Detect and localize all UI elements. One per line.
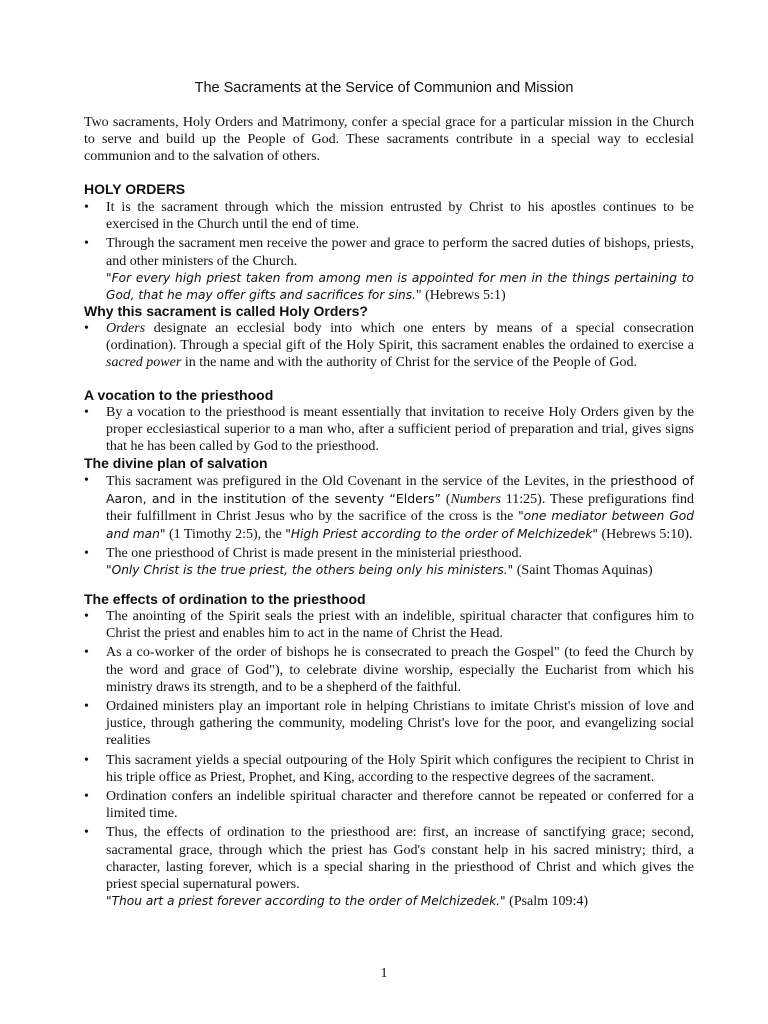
emphasis-orders: Orders bbox=[106, 321, 146, 336]
bullet-icon: • bbox=[84, 699, 89, 715]
bullet-icon: • bbox=[84, 789, 89, 805]
heading-divine-plan: The divine plan of salvation bbox=[84, 455, 268, 471]
bullet-icon: • bbox=[84, 545, 89, 561]
text-segment: designate an ecclesial body into which one enters by means of a special consecration (ordination). Through a special gift of the Holy Spirit, this sacrament enables the ordained to exercise a bbox=[106, 321, 694, 354]
quote-reference: (Saint Thomas Aquinas) bbox=[513, 563, 653, 579]
list-item-text: The anointing of the Spirit seals the priest with an indelible, spiritual character that configures him to Christ the priest and enables him to act in the name of Christ the Head. bbox=[106, 609, 694, 642]
bullet-icon: • bbox=[84, 200, 89, 215]
inline-quote: "High Priest according to the order of Melchizedek" bbox=[285, 526, 599, 541]
scripture-quote bbox=[106, 270, 694, 304]
bullet-icon: • bbox=[84, 321, 89, 336]
list-item-text: Thus, the effects of ordination to the priesthood are: first, an increase of sanctifying grace; second, sacramental grace, through which the priest has God's constant help in his sacred ministry; third, a character, lasting forever, which is a special sharing in the priesthood of Christ and which gives the priest special supernatural powers. bbox=[106, 825, 694, 893]
emphasis-sacred-power: sacred power bbox=[106, 355, 182, 371]
bullet-icon: • bbox=[84, 825, 89, 841]
divine-plan-list bbox=[84, 472, 694, 581]
text-segment: This sacrament was prefigured in the Old Covenant in the service of the Levites, in the bbox=[106, 474, 611, 489]
quote-reference: (Psalm 109:4) bbox=[505, 894, 589, 910]
text-segment: priesthood of Aaron, and in the institution of the seventy “Elders” bbox=[106, 473, 694, 507]
inline-quote: "one mediator between God and man" bbox=[106, 509, 694, 541]
list-item-text: Ordained ministers play an important role in helping Christians to imitate Christ's mission of love and justice, through gathering the community, modeling Christ's love for the poor, and evangelizing social realities bbox=[106, 699, 694, 749]
list-item bbox=[84, 698, 694, 750]
list-item bbox=[84, 824, 694, 910]
intro-paragraph: Two sacraments, Holy Orders and Matrimony, confer a special grace for a particular mission in the Church to serve and build up the People of God. These sacraments contribute in a special way to ecclesial communion and to the salvation of others. bbox=[84, 115, 694, 165]
list-item bbox=[84, 752, 694, 786]
list-item-text: Through the sacrament men receive the power and grace to perform the sacred duties of bishops, priests, and other ministers of the Church. bbox=[106, 236, 694, 269]
list-item bbox=[84, 608, 694, 642]
heading-holy-orders: HOLY ORDERS bbox=[84, 181, 186, 197]
heading-effects: The effects of ordination to the priesthood bbox=[84, 591, 366, 607]
holy-orders-list bbox=[84, 199, 694, 306]
quote-reference: " (Hebrews 5:1) bbox=[415, 288, 506, 304]
list-item-text: As a co-worker of the order of bishops he is consecrated to preach the Gospel" (to feed the Church by the word and grace of God"), to celebrate divine worship, especially the Eucharist from which his ministry draws its strength, and to be a shepherd of the faithful. bbox=[106, 645, 694, 695]
list-item-text: Ordination confers an indelible spiritual character and therefore cannot be repeated or conferred for a limited time. bbox=[106, 789, 694, 822]
quote-text: "Only Christ is the true priest, the others being only his ministers." bbox=[106, 563, 514, 578]
bullet-icon: • bbox=[84, 752, 89, 768]
list-item bbox=[84, 235, 694, 304]
list-item bbox=[84, 472, 694, 543]
list-item bbox=[84, 644, 694, 696]
text-segment: 11:25). These prefigurations find their fulfillment in Christ Jesus who by the sacrifice of the cross is the bbox=[106, 492, 694, 525]
heading-why-holy-orders: Why this sacrament is called Holy Orders? bbox=[84, 303, 368, 319]
list-item-text: By a vocation to the priesthood is meant essentially that invitation to receive Holy Orders given by the proper ecclesiastical superior to a man who, after a sufficient period of preparation and trial, gives signs that he has been called by God to the priesthood. bbox=[106, 405, 694, 455]
list-item-text: The one priesthood of Christ is made present in the ministerial priesthood. bbox=[106, 545, 523, 561]
list-item bbox=[84, 788, 694, 822]
list-item bbox=[84, 545, 694, 579]
list-item-text: It is the sacrament through which the mission entrusted by Christ to his apostles continues to be exercised in the Church until the end of time. bbox=[106, 200, 694, 233]
emphasis-numbers: Numbers bbox=[450, 492, 501, 508]
list-item bbox=[84, 199, 694, 233]
text-segment: (1 Timothy 2:5), the bbox=[165, 526, 286, 542]
text-segment: (Hebrews 5:10). bbox=[598, 526, 693, 542]
quote-text: "Thou art a priest forever according to the order of Melchizedek." bbox=[106, 894, 506, 909]
scripture-quote bbox=[106, 562, 694, 579]
list-item bbox=[84, 320, 694, 372]
heading-vocation: A vocation to the priesthood bbox=[84, 387, 274, 403]
bullet-icon: • bbox=[84, 236, 89, 252]
bullet-icon: • bbox=[84, 645, 89, 661]
vocation-list bbox=[84, 404, 694, 458]
text-segment: in the name and with the authority of Christ for the service of the People of God. bbox=[181, 355, 637, 371]
bullet-icon: • bbox=[84, 405, 89, 420]
quote-text: "For every high priest taken from among men is appointed for men in the things pertaining to God, that he may offer gifts and sacrifices for sins. bbox=[106, 270, 694, 303]
text-segment: ( bbox=[440, 492, 451, 508]
bullet-icon: • bbox=[84, 473, 89, 488]
scripture-quote bbox=[106, 893, 694, 910]
page-title: The Sacraments at the Service of Communion and Mission bbox=[194, 80, 574, 96]
bullet-icon: • bbox=[84, 609, 89, 624]
list-item-text: This sacrament yields a special outpouring of the Holy Spirit which configures the recipient to Christ in his triple office as Priest, Prophet, and King, according to the respective degrees of the sacrament. bbox=[106, 752, 694, 785]
why-list bbox=[84, 320, 694, 374]
effects-list bbox=[84, 608, 694, 912]
page-number: 1 bbox=[380, 966, 388, 981]
list-item bbox=[84, 404, 694, 456]
